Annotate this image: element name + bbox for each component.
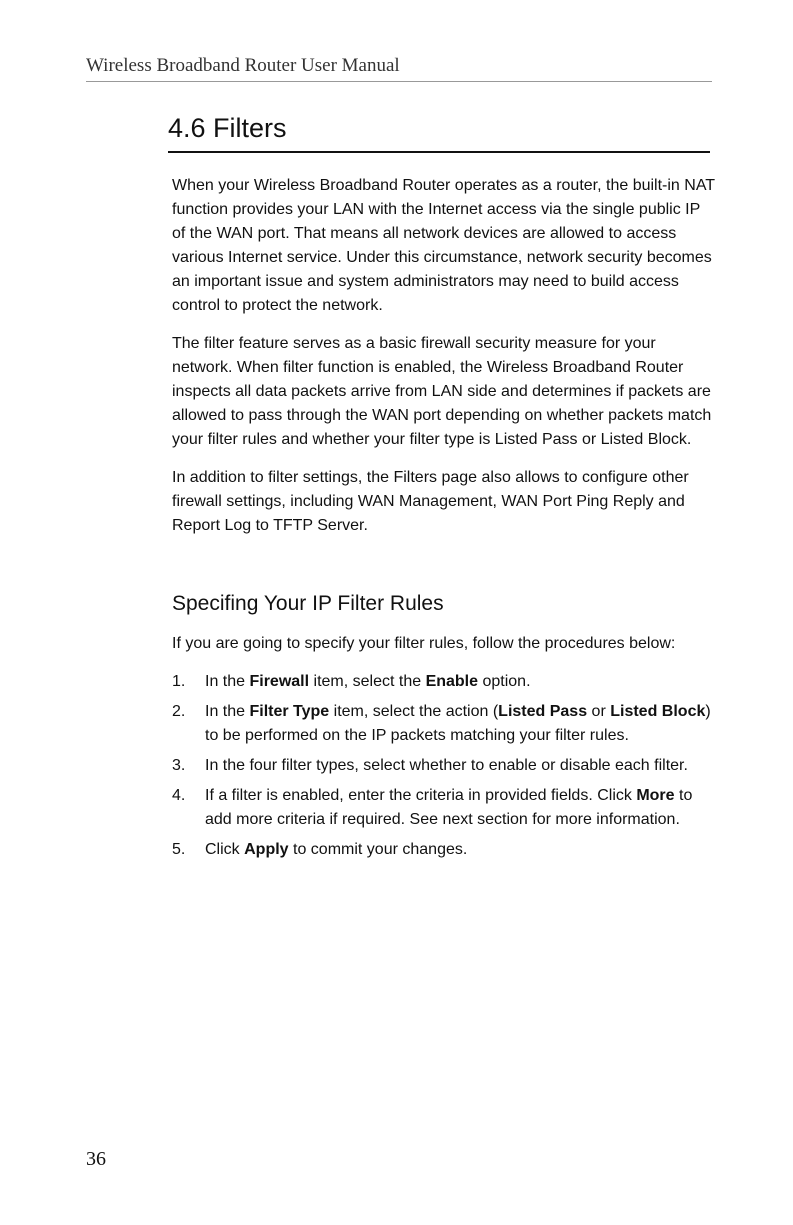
ui-term: Listed Pass [498,703,588,720]
step-item [172,670,717,694]
step-number: 5. [172,841,186,858]
step-number: 4. [172,787,186,804]
subsection-title: Specifing Your IP Filter Rules [172,592,444,615]
paragraph: In addition to filter settings, the Filters page also allows to configure other firewall settings, including WAN Management, WAN Port Ping Reply and Report Log to TFTP Server. [172,469,689,534]
paragraph: When your Wireless Broadband Router operates as a router, the built-in NAT function provides your LAN with the Internet access via the single public IP of the WAN port. That means all network devices are allowed to access various Internet service. Under this circumstance, network security becomes an important issue and system administrators may need to build access control to protect the network. [172,177,715,314]
ui-term: Listed Block [610,703,706,720]
page-number: 36 [86,1148,106,1170]
ui-term: Filter Type [249,703,330,720]
step-item [172,700,717,748]
procedure-steps [172,670,717,862]
step-number: 1. [172,673,186,690]
step-text: In the Firewall item, select the Enable option. [205,673,531,690]
step-text: If a filter is enabled, enter the criteria in provided fields. Click More to add more criteria if required. See next section for more information. [205,787,693,828]
step-text: In the Filter Type item, select the action (Listed Pass or Listed Block) to be performed on the IP packets matching your filter rules. [205,703,711,744]
step-text: In the four filter types, select whether to enable or disable each filter. [205,757,688,774]
ui-term: Enable [425,673,479,690]
step-item [172,838,717,862]
step-item [172,784,717,832]
step-number: 2. [172,703,186,720]
ui-term: Firewall [249,673,310,690]
step-number: 3. [172,757,186,774]
running-header: Wireless Broadband Router User Manual [86,55,712,82]
step-item [172,754,717,778]
paragraph: The filter feature serves as a basic firewall security measure for your network. When filter function is enabled, the Wireless Broadband Router inspects all data packets arrive from LAN side and determines if packets are allowed to pass through the WAN port depending on whether packets match your filter rules and whether your filter type is Listed Pass or Listed Block. [172,335,712,448]
ui-term: Apply [244,841,289,858]
subsection-intro: If you are going to specify your filter rules, follow the procedures below: [172,635,676,652]
ui-term: More [636,787,675,804]
body-text [172,174,717,868]
section-title: 4.6 Filters [168,110,710,153]
step-text: Click Apply to commit your changes. [205,841,468,858]
